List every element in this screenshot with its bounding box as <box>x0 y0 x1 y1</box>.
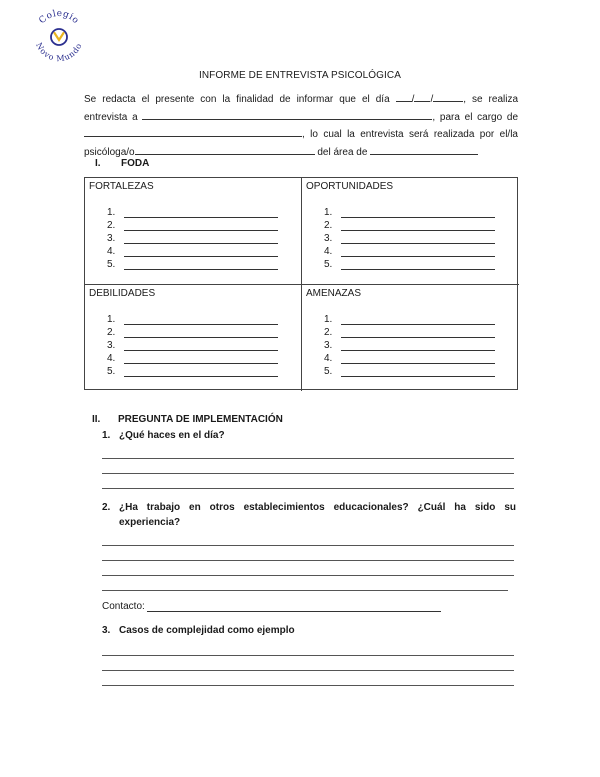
month-field[interactable] <box>414 92 430 102</box>
answer-line[interactable] <box>102 473 514 474</box>
section-implementation-heading <box>92 414 283 425</box>
section-number: II. <box>92 414 101 425</box>
intro-text-2: , se realiza entrevista a <box>84 94 519 123</box>
list-item[interactable]: 3. <box>107 231 278 244</box>
answer-line[interactable] <box>102 545 514 546</box>
section-number: I. <box>95 158 101 169</box>
section-title: FODA <box>121 158 150 169</box>
answer-line[interactable] <box>102 575 514 576</box>
list-item[interactable]: 4. <box>107 244 278 257</box>
list-item[interactable]: 1. <box>107 205 278 218</box>
date-separator-2: / <box>430 94 434 105</box>
list-item[interactable]: 1. <box>107 312 278 325</box>
question-2: 2. ¿Ha trabajo en otros establecimientos educacionales? ¿Cuál ha sido su experiencia? <box>102 502 516 528</box>
list-item[interactable]: 2. <box>107 325 278 338</box>
debilidades-cell <box>85 285 302 391</box>
oportunidades-cell <box>302 178 519 285</box>
answer-line[interactable] <box>102 560 514 561</box>
fortalezas-title: FORTALEZAS <box>89 181 154 192</box>
list-item[interactable]: 1. <box>324 312 495 325</box>
list-item[interactable]: 3. <box>107 338 278 351</box>
year-field[interactable] <box>433 92 463 102</box>
list-item[interactable]: 5. <box>107 364 278 377</box>
intro-text-4: , lo cual la entrevista será realizada por el/la psicóloga/o <box>84 129 518 158</box>
school-logo <box>28 6 90 68</box>
list-item[interactable]: 1. <box>324 205 495 218</box>
list-item[interactable]: 2. <box>107 218 278 231</box>
amenazas-cell <box>302 285 519 391</box>
debilidades-title: DEBILIDADES <box>89 288 156 299</box>
interviewee-field[interactable] <box>142 110 432 120</box>
question-1: 1. ¿Qué haces en el día? <box>102 430 225 441</box>
answer-line[interactable] <box>102 590 508 591</box>
answer-line[interactable] <box>102 670 514 671</box>
list-item[interactable]: 3. <box>324 231 495 244</box>
area-field[interactable] <box>370 145 478 155</box>
answer-line[interactable] <box>102 458 514 459</box>
amenazas-title: AMENAZAS <box>306 288 362 299</box>
list-item[interactable]: 5. <box>107 257 278 270</box>
list-item[interactable]: 2. <box>324 218 495 231</box>
list-item[interactable]: 3. <box>324 338 495 351</box>
fortalezas-cell <box>85 178 302 285</box>
list-item[interactable]: 4. <box>324 351 495 364</box>
list-item[interactable]: 2. <box>324 325 495 338</box>
answer-line[interactable] <box>102 488 514 489</box>
date-separator-1: / <box>411 94 415 105</box>
psychologist-field[interactable] <box>135 145 315 155</box>
contact-field[interactable] <box>147 602 441 612</box>
intro-text-1: Se redacta el presente con la finalidad de informar que el día <box>84 94 390 105</box>
list-item[interactable]: 4. <box>107 351 278 364</box>
intro-paragraph <box>84 91 518 161</box>
list-item[interactable]: 4. <box>324 244 495 257</box>
svg-text:Novo Mundo: Novo Mundo <box>34 41 84 64</box>
foda-table <box>84 177 518 390</box>
contact-label: Contacto: <box>102 601 145 612</box>
oportunidades-title: OPORTUNIDADES <box>306 181 394 192</box>
answer-line[interactable] <box>102 685 514 686</box>
svg-text:Colegio: Colegio <box>37 8 81 27</box>
section-title: PREGUNTA DE IMPLEMENTACIÓN <box>118 414 283 425</box>
school-logo-seal <box>28 6 90 68</box>
document-title: INFORME DE ENTREVISTA PSICOLÓGICA <box>198 70 402 81</box>
section-foda-heading <box>95 158 149 169</box>
intro-text-5: del área de <box>317 146 368 158</box>
answer-line[interactable] <box>102 655 514 656</box>
question-3: 3. Casos de complejidad como ejemplo <box>102 625 295 636</box>
intro-text-3: , para el cargo de <box>432 111 519 123</box>
position-field[interactable] <box>84 127 302 137</box>
list-item[interactable]: 5. <box>324 364 495 377</box>
contact-row <box>102 601 441 612</box>
day-field[interactable] <box>396 92 412 102</box>
list-item[interactable]: 5. <box>324 257 495 270</box>
